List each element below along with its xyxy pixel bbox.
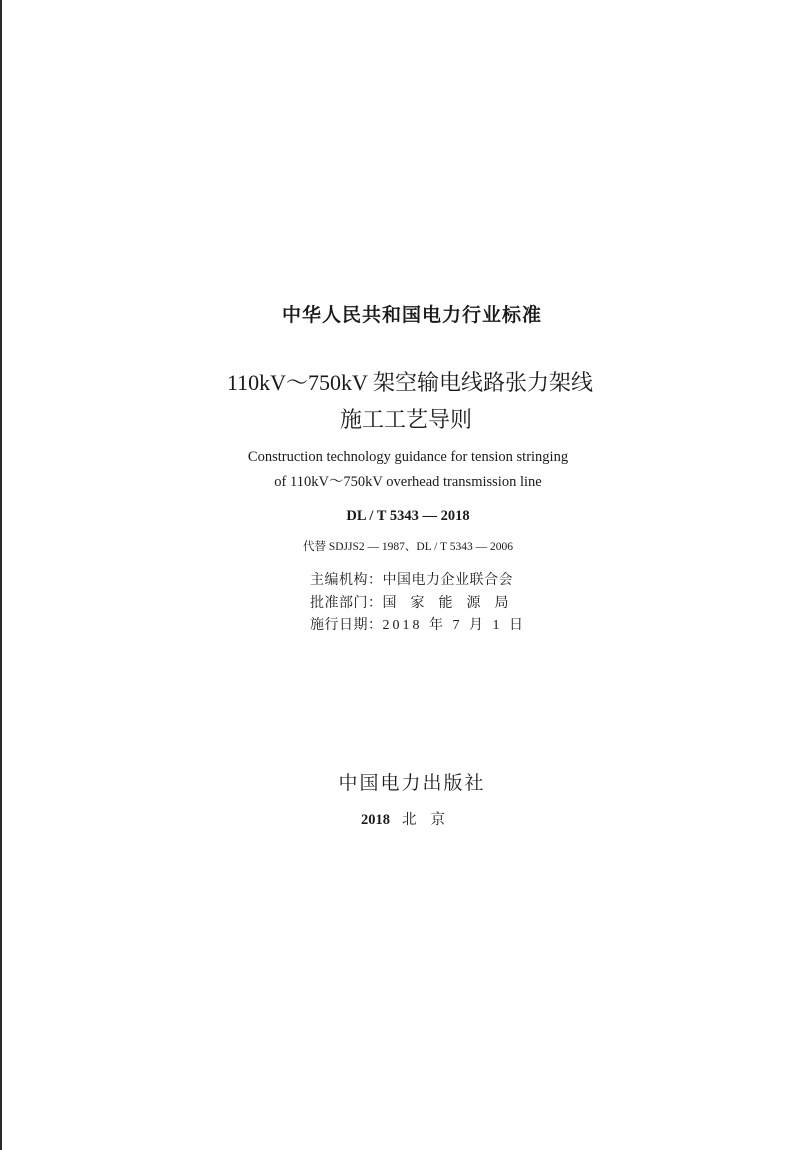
english-title-line-1: Construction technology guidance for tension stringing: [247, 449, 569, 465]
effective-date-row: [310, 614, 526, 634]
publication-year: 2018: [361, 812, 390, 828]
editor-value: 中国电力企业联合会: [382, 573, 513, 588]
editor-row: [310, 569, 513, 589]
publisher-name: 中国电力出版社: [338, 773, 486, 794]
publication-place: [4, 808, 812, 829]
page-edge-line: [0, 0, 2, 1150]
approver-label: 批准部门：: [310, 596, 383, 611]
english-title-line-2: of 110kV～750kV overhead transmission line: [274, 474, 542, 490]
standard-category: 中华人民共和国电力行业标准: [281, 304, 542, 326]
effective-date-value: 2018 年 7 月 1 日: [382, 618, 526, 633]
editor-label: 主编机构：: [310, 573, 383, 588]
title-line-1: 110kV～750kV 架空输电线路张力架线: [226, 370, 594, 395]
effective-date-label: 施行日期：: [310, 618, 383, 633]
publication-city: 北京: [402, 812, 459, 828]
title-line-2: 施工工艺导则: [339, 407, 472, 432]
approver-value: 国家能源局: [382, 596, 523, 611]
approver-row: [310, 592, 523, 612]
standard-code: DL / T 5343 — 2018: [346, 508, 470, 524]
replaces-note: 代替 SDJJS2 — 1987、DL / T 5343 — 2006: [302, 541, 513, 553]
